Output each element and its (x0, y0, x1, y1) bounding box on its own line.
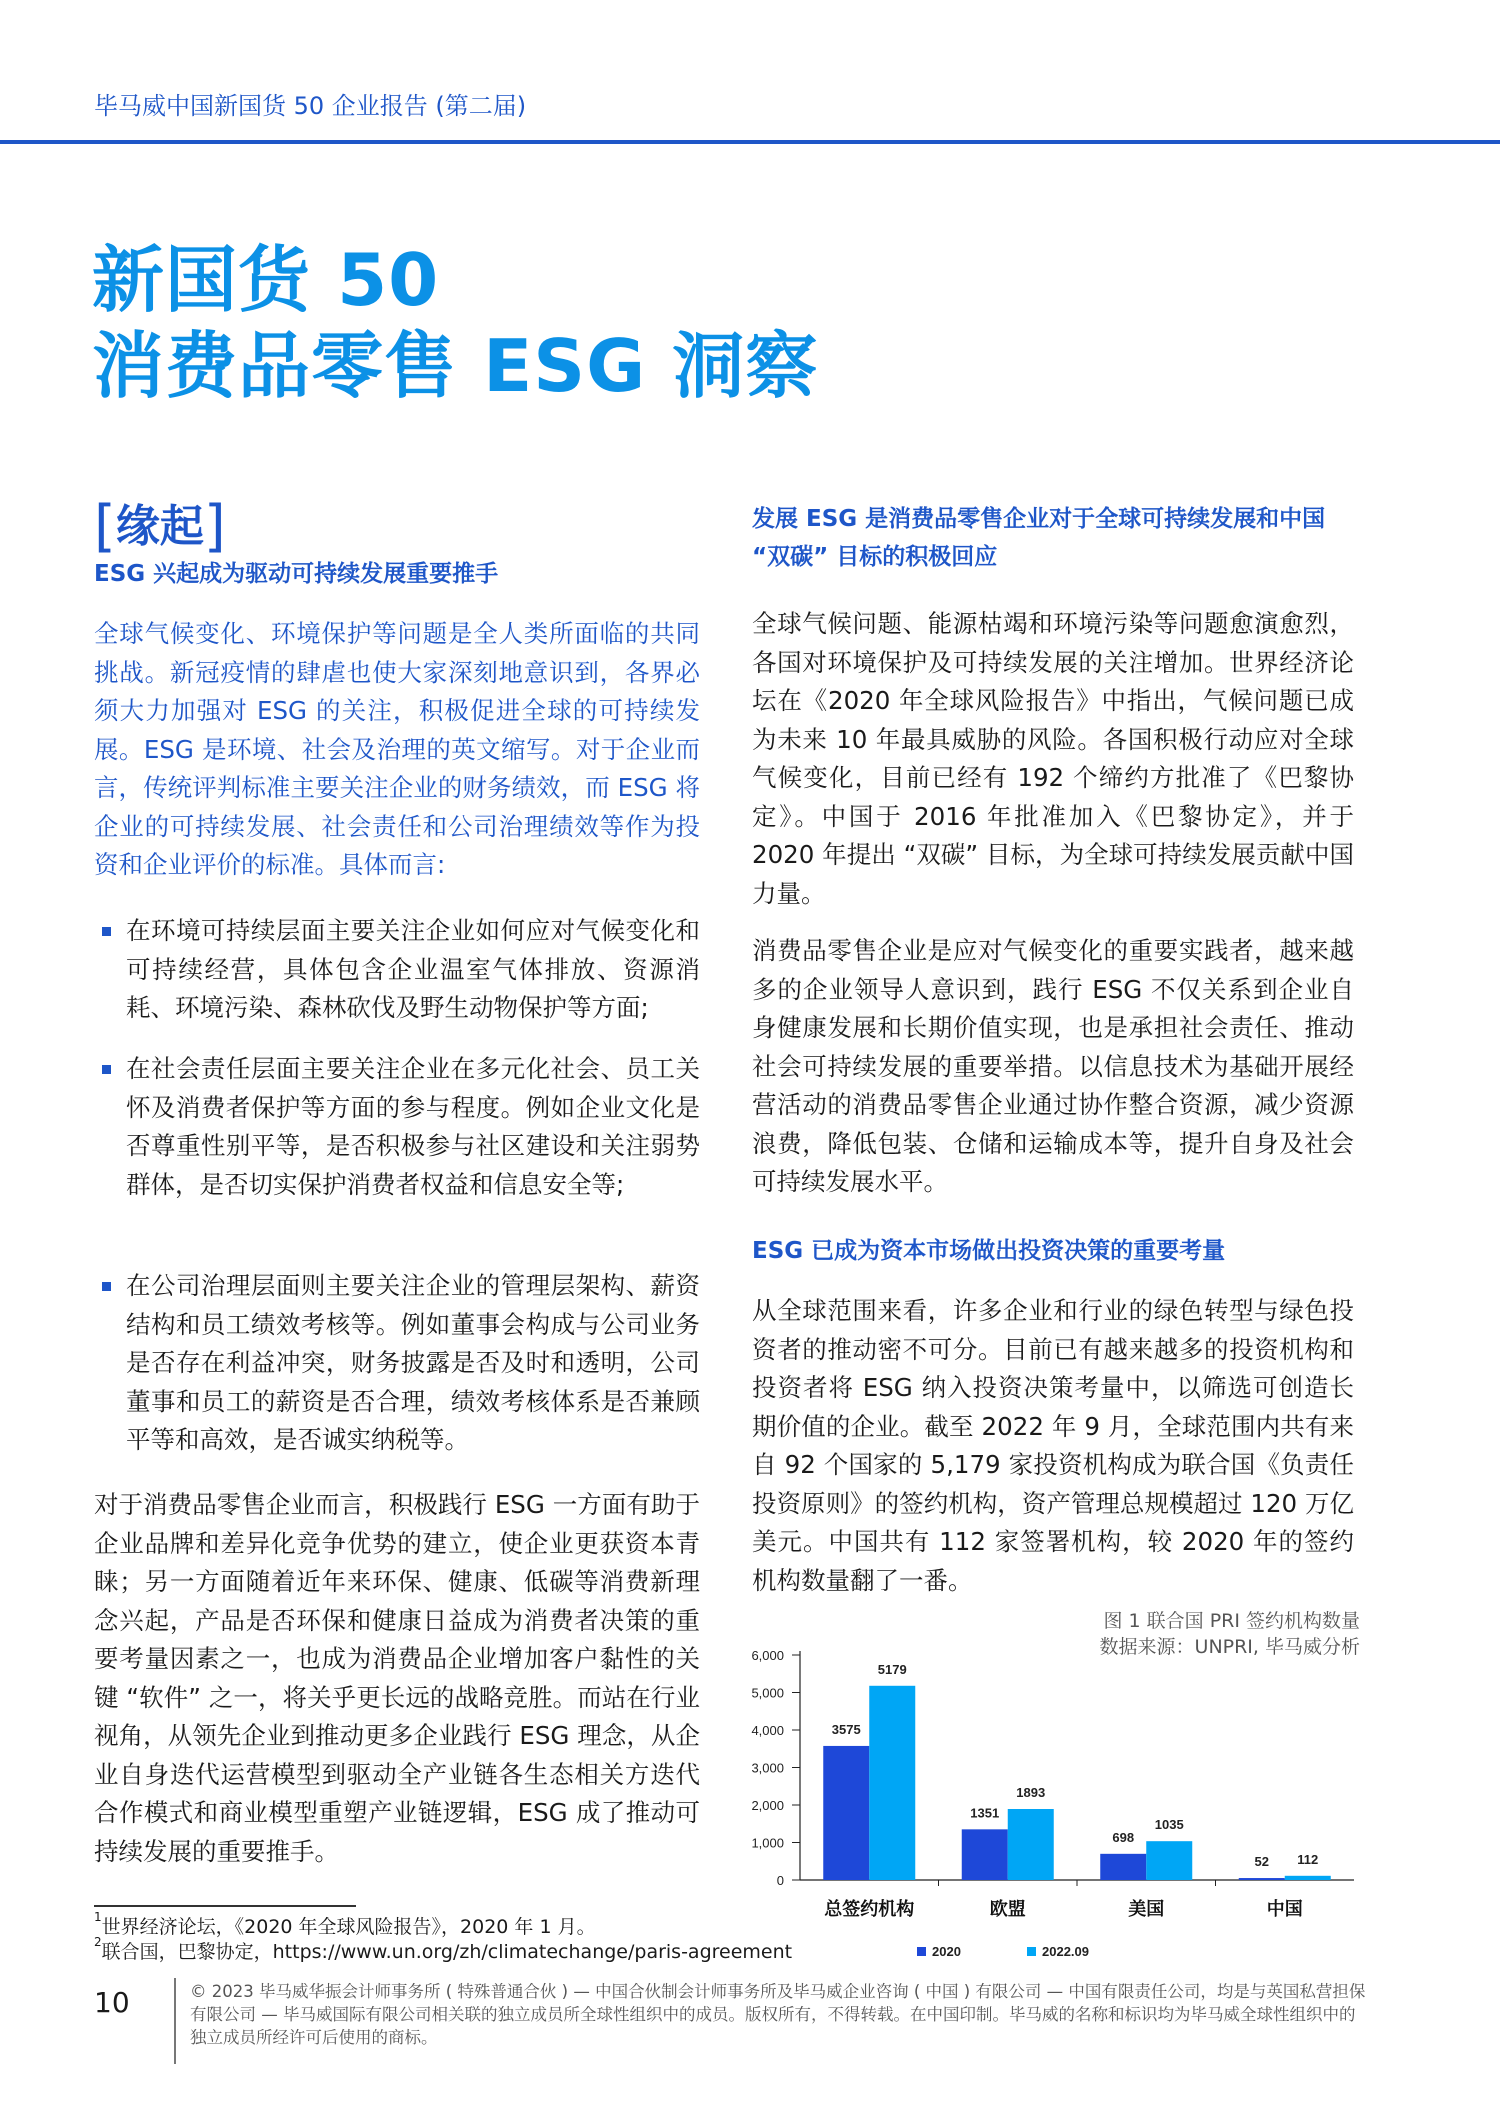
footnote-1-text: 世界经济论坛，《2020 年全球风险报告》，2020 年 1 月。 (101, 1916, 596, 1938)
category-label: 中国 (1266, 1899, 1303, 1920)
right-paragraph-1: 全球气候问题、能源枯竭和环境污染等问题愈演愈烈，各国对环境保护及可持续发展的关注增加。世界经济论坛在《2020 年全球风险报告》中指出，气候问题已成为未来 10 年最具威胁的风险。各国积极行动应对全球气候变化，目前已经有 192 个缔约方批准了《巴黎协定》。中国于 2016 年批准加入《巴黎协定》，并于 2020 年提出 “双碳” 目标，为全球可持续发展贡献中国力量。 (752, 609, 1354, 908)
footnote-rule (94, 1905, 356, 1907)
right-heading-1: 发展 ESG 是消费品零售企业对于全球可持续发展和中国 “双碳” 目标的积极回应 (752, 506, 1326, 570)
category-label: 总签约机构 (824, 1899, 915, 1920)
bar-2022.09 (869, 1686, 915, 1880)
copyright-notice: © 2023 毕马威华振会计师事务所 ( 特殊普通合伙 ) — 中国合伙制会计师事务所及毕马威企业咨询 ( 中国 ) 有限公司 — 中国有限责任公司，均是与英国私营担保有限公司 — 毕马威国际有限公司相关联的独立成员所全球性组织中的成员。版权所有，不得转载。在中国印制。毕马威的名称和标识均为毕马威全球性组织中的独立成员所经许可后使用的商标。 (190, 1982, 1366, 2047)
page-title-line1: 新国货 50 (92, 238, 440, 322)
data-label: 698 (1112, 1829, 1135, 1845)
closing-paragraph: 对于消费品零售企业而言，积极践行 ESG 一方面有助于企业品牌和差异化竞争优势的建立，使企业更获资本青睐；另一方面随着近年来环保、健康、低碳等消费新理念兴起，产品是否环保和健康日益成为消费者决策的重要考量因素之一，也成为消费品企业增加客户黏性的关键 “软件” 之一，将关乎更长远的战略竞胜。而站在行业视角，从领先企业到推动更多企业践行 ESG 理念，从企业自身迭代运营模型到驱动全产业链各生态相关方迭代合作模式和商业模型重塑产业链逻辑，ESG 成了推动可持续发展的重要推手。 (94, 1490, 700, 1866)
data-label: 3575 (831, 1721, 861, 1737)
bullet-text: 在环境可持续层面主要关注企业如何应对气候变化和可持续经营，具体包含企业温室气体排放、资源消耗、环境污染、森林砍伐及野生动物保护等方面; (126, 916, 700, 1022)
y-tick-label: 6,000 (751, 1648, 784, 1663)
legend-swatch (1027, 1947, 1036, 1956)
data-label: 1893 (1016, 1785, 1046, 1801)
copyright-rule (174, 1978, 176, 2064)
page-number: 10 (94, 1986, 130, 2019)
footnote-1-number: 1 (94, 1910, 102, 1924)
y-tick-label: 1,000 (751, 1835, 784, 1851)
bullet-item (94, 1050, 700, 1204)
right-paragraph-2: 消费品零售企业是应对气候变化的重要实践者，越来越多的企业领导人意识到，践行 ESG 不仅关系到企业自身健康发展和长期价值实现，也是承担社会责任、推动社会可持续发展的重要举措。以信息技术为基础开展经营活动的消费品零售企业通过协作整合资源，减少资源浪费，降低包装、仓储和运输成本等，提升自身及社会可持续发展水平。 (752, 936, 1354, 1196)
y-tick-label: 5,000 (751, 1685, 784, 1701)
bullet-item (94, 912, 700, 1028)
footnote-1 (94, 1912, 596, 1939)
data-label: 52 (1254, 1854, 1269, 1870)
bullet-marker (102, 1282, 111, 1291)
intro-paragraph: 全球气候变化、环境保护等问题是全人类所面临的共同挑战。新冠疫情的肆虐也使大家深刻地意识到，各界必须大力加强对 ESG 的关注，积极促进全球的可持续发展。ESG 是环境、社会及治理的英文缩写。对于企业而言，传统评判标准主要关注企业的财务绩效，而 ESG 将企业的可持续发展、社会责任和公司治理绩效等作为投资和企业评价的标准。具体而言: (94, 619, 700, 879)
bullet-item (94, 1267, 700, 1460)
data-label: 1035 (1154, 1817, 1184, 1833)
bar-2020 (823, 1746, 869, 1880)
data-label: 5179 (877, 1661, 907, 1677)
header-rule (0, 140, 1500, 144)
section-label-text: 缘起 (115, 501, 204, 552)
footnote-2-number: 2 (94, 1935, 102, 1949)
chart-title: 图 1 联合国 PRI 签约机构数量 (1103, 1610, 1360, 1632)
bar-2022.09 (1008, 1809, 1054, 1880)
y-tick-label: 4,000 (751, 1723, 784, 1738)
legend-label: 2022.09 (1042, 1944, 1089, 1959)
legend-label: 2020 (932, 1944, 961, 1959)
section-label: [缘起] (94, 494, 226, 559)
bar-2022.09 (1285, 1876, 1331, 1880)
bullet-marker (102, 927, 111, 936)
category-label: 欧盟 (989, 1899, 1026, 1920)
right-paragraph-3: 从全球范围来看，许多企业和行业的绿色转型与绿色投资者的推动密不可分。目前已有越来越多的投资机构和投资者将 ESG 纳入投资决策考量中，以筛选可创造长期价值的企业。截至 2022 年 9 月，全球范围内共有来自 92 个国家的 5,179 家投资机构成为联合国《负责任投资原则》的签约机构，资产管理总规模超过 120 万亿美元。中国共有 112 家签署机构，较 2020 年的签约机构数量翻了一番。 (752, 1296, 1354, 1595)
left-subheading: ESG 兴起成为驱动可持续发展重要推手 (94, 561, 499, 587)
data-label: 112 (1297, 1851, 1319, 1867)
y-tick-label: 0 (776, 1873, 784, 1888)
legend-swatch (917, 1947, 926, 1956)
data-label: 1351 (970, 1805, 1000, 1821)
category-label: 美国 (1128, 1899, 1165, 1920)
bar-2020 (962, 1829, 1008, 1880)
bar-2022.09 (1146, 1841, 1192, 1880)
chart-source: 数据来源：UNPRI, 毕马威分析 (1099, 1636, 1360, 1658)
bullet-text: 在社会责任层面主要关注企业在多元化社会、员工关怀及消费者保护等方面的参与程度。例如企业文化是否尊重性别平等，是否积极参与社区建设和关注弱势群体，是否切实保护消费者权益和信息安全等; (126, 1054, 700, 1199)
footnote-2-text: 联合国，巴黎协定，https://www.un.org/zh/climatechange/paris-agreement (101, 1941, 793, 1963)
bar-2020 (1100, 1854, 1146, 1880)
y-tick-label: 3,000 (751, 1760, 784, 1776)
bullet-text: 在公司治理层面则主要关注企业的管理层架构、薪资结构和员工绩效考核等。例如董事会构成与公司业务是否存在利益冲突，财务披露是否及时和透明，公司董事和员工的薪资是否合理，绩效考核体系是否兼顾平等和高效，是否诚实纳税等。 (126, 1271, 700, 1454)
bullet-marker (102, 1065, 111, 1074)
right-heading-2: ESG 已成为资本市场做出投资决策的重要考量 (752, 1238, 1226, 1264)
bar-2020 (1239, 1878, 1285, 1880)
report-header: 毕马威中国新国货 50 企业报告 (第二届) (94, 92, 527, 120)
footnote-2 (94, 1937, 792, 1964)
y-tick-label: 2,000 (751, 1798, 784, 1813)
pri-bar-chart (742, 1635, 1362, 1975)
page-title-line2: 消费品零售 ESG 洞察 (92, 324, 819, 408)
